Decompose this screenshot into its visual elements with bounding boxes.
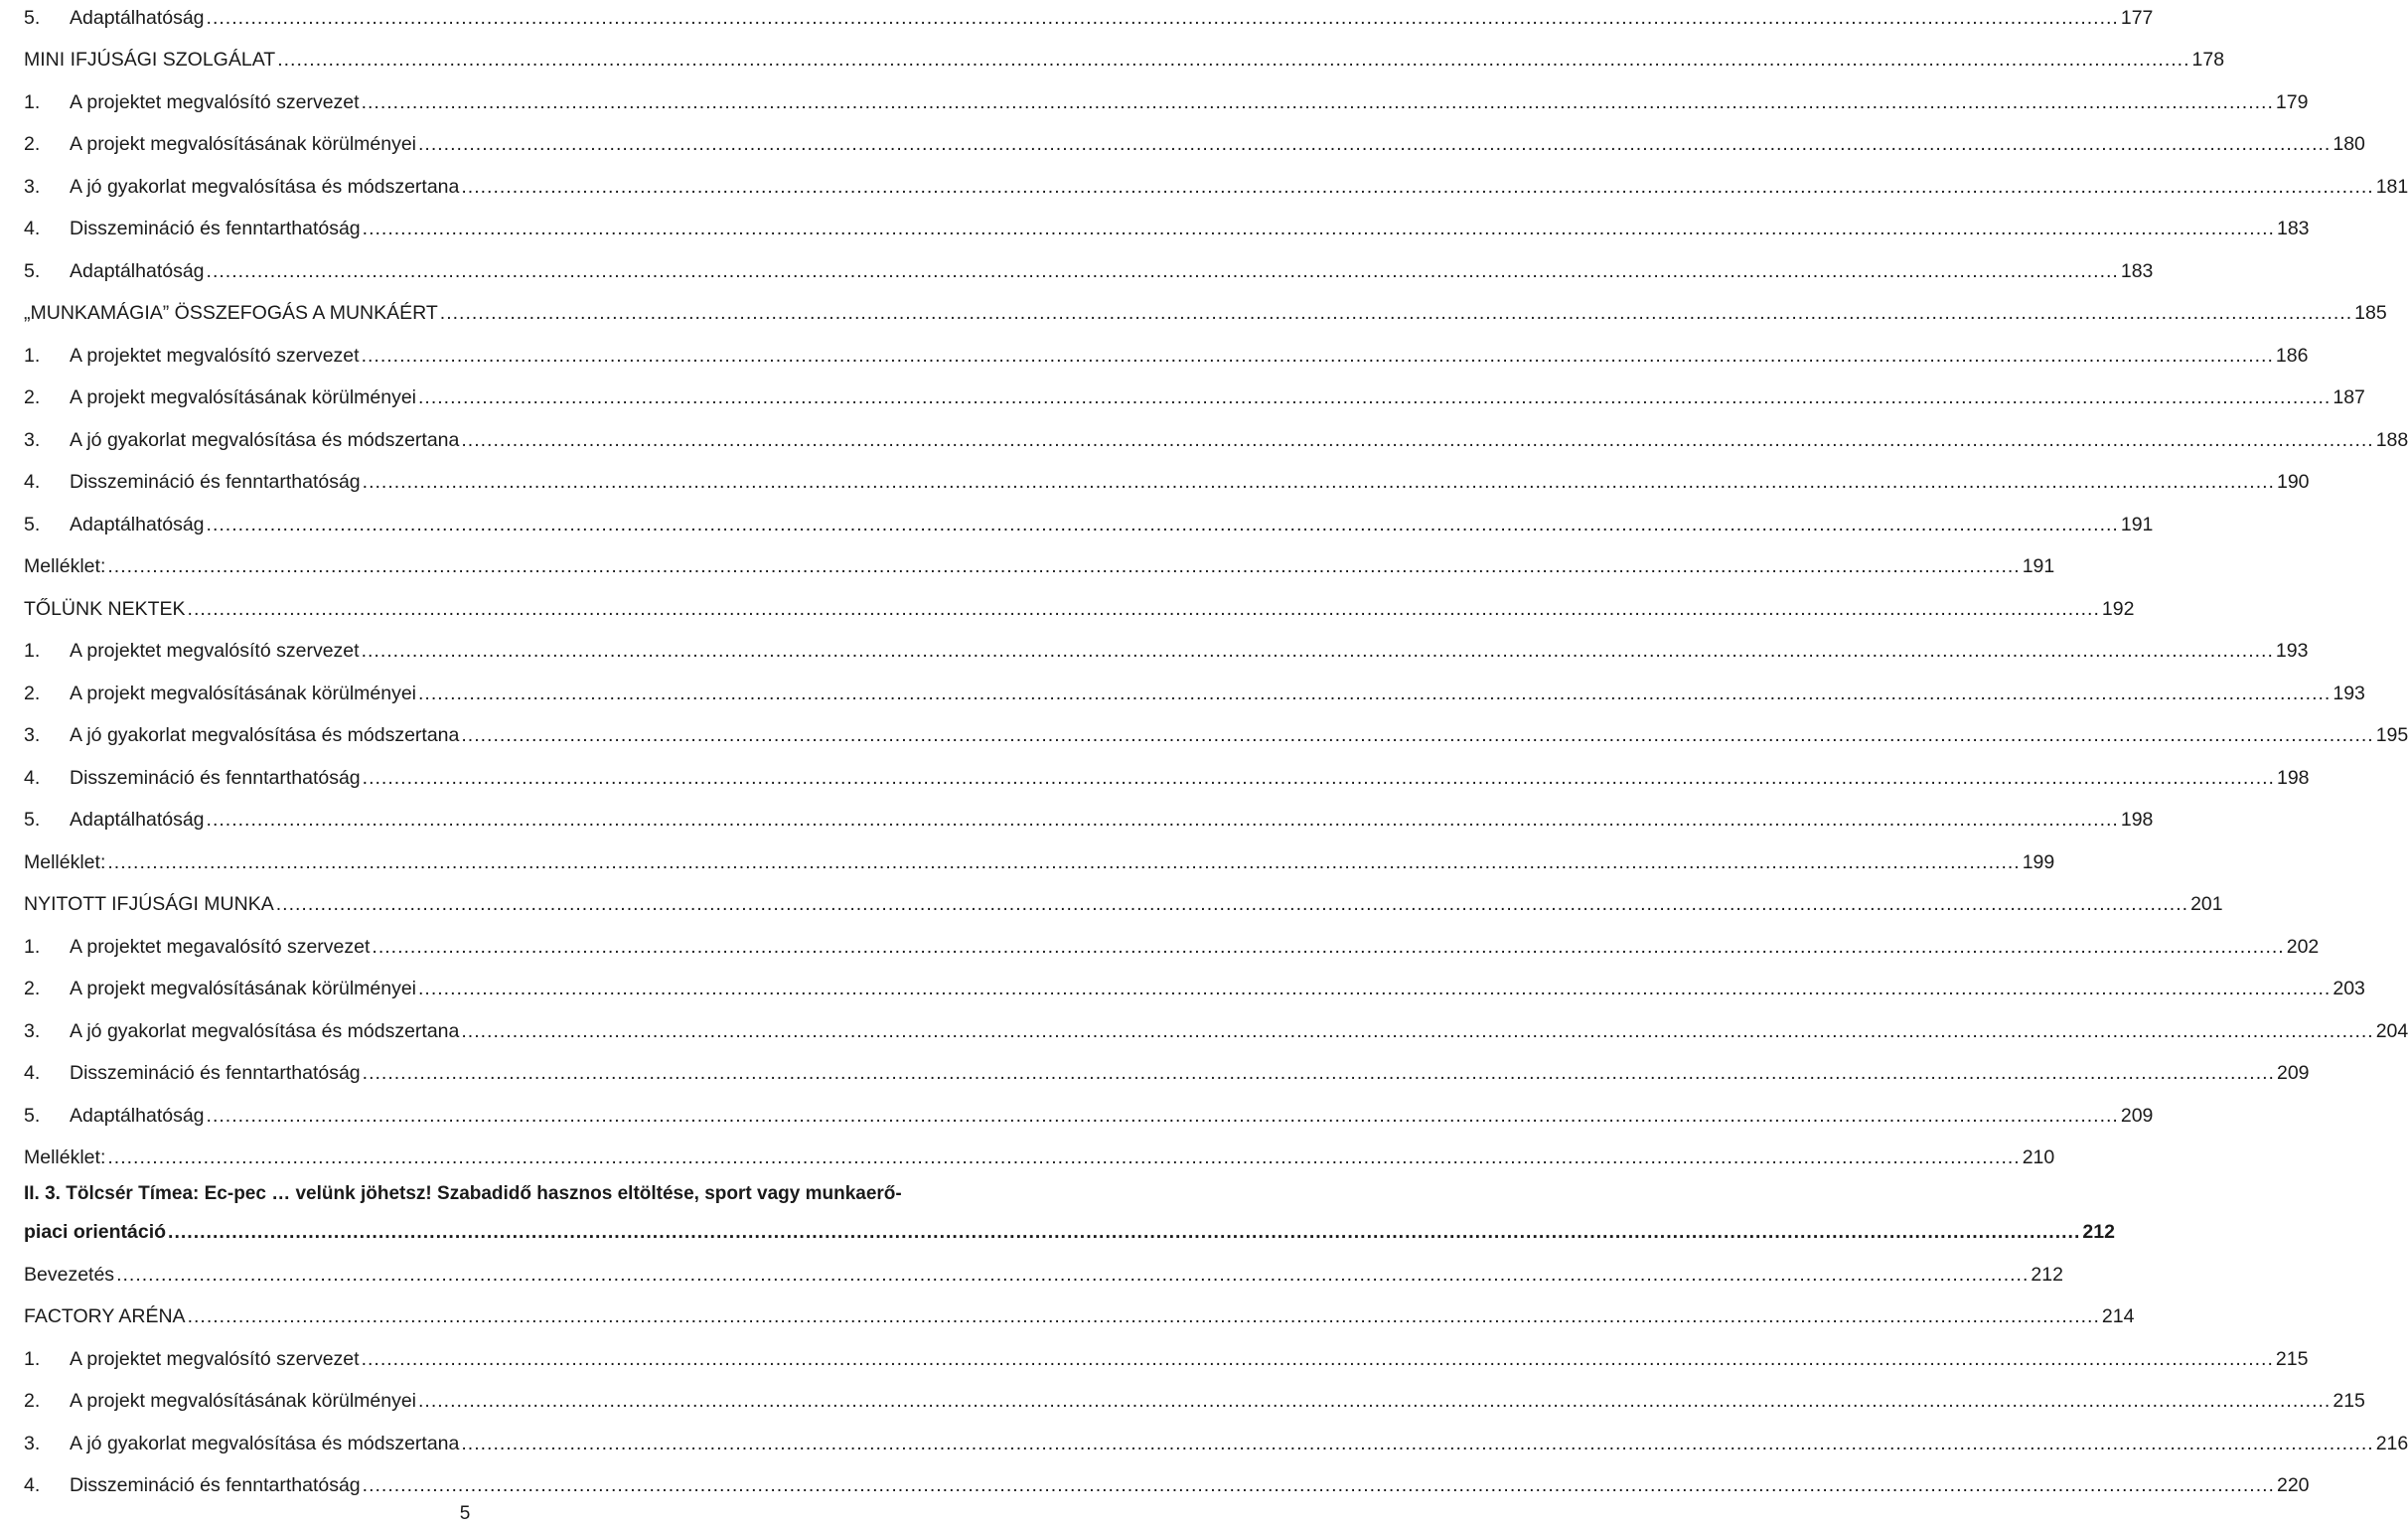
dot-leader: ............................................................................................................................................................................................................................................................................................................: [168, 1221, 2081, 1243]
toc-entry-title: Disszemináció és fenntarthatóság: [70, 471, 361, 493]
dot-leader: ............................................................................................................................................................................................................................................................................................................: [418, 1390, 2332, 1412]
toc-entry-title: A jó gyakorlat megvalósítása és módszertana: [70, 176, 460, 198]
toc-entry-title: Melléklet:: [24, 851, 106, 873]
toc-entry-title: TŐLÜNK NEKTEK: [24, 598, 186, 620]
toc-entry-number: 2.: [24, 133, 41, 155]
toc-entry-title: Adaptálhatóság: [70, 1105, 205, 1127]
toc-entry[interactable]: [24, 422, 2408, 452]
toc-entry-page: 191: [2022, 555, 2055, 577]
toc-entry[interactable]: [24, 676, 2365, 705]
dot-leader: ............................................................................................................................................................................................................................................................................................................: [187, 598, 2100, 620]
toc-entry-title: piaci orientáció: [24, 1221, 167, 1243]
toc-entry-number: 3.: [24, 1433, 41, 1454]
toc-entry-title: A jó gyakorlat megvalósítása és módszertana: [70, 429, 460, 451]
toc-entry-page: 190: [2276, 471, 2310, 493]
toc-entry-title: A jó gyakorlat megvalósítása és módszertana: [70, 1433, 460, 1454]
toc-entry-number: 5.: [24, 809, 41, 831]
toc-entry[interactable]: [24, 1140, 2055, 1169]
toc-entry[interactable]: [24, 1341, 2309, 1371]
toc-entry-page: 187: [2333, 386, 2365, 408]
toc-entry-number: 2.: [24, 386, 41, 408]
toc-entry-page: 215: [2275, 1348, 2309, 1370]
toc-entry[interactable]: [24, 633, 2309, 663]
toc-entry-number: 1.: [24, 91, 41, 113]
toc-entry-number: 4.: [24, 218, 41, 239]
toc-entry[interactable]: [24, 253, 2154, 283]
dot-leader: ............................................................................................................................................................................................................................................................................................................: [361, 91, 2274, 113]
page-number: 5: [459, 1503, 471, 1524]
toc-entry[interactable]: [24, 380, 2365, 409]
toc-entry-page: 183: [2276, 218, 2310, 239]
toc-entry[interactable]: [24, 0, 2154, 30]
toc-entry[interactable]: [24, 1426, 2408, 1455]
dot-leader: ............................................................................................................................................................................................................................................................................................................: [361, 1348, 2274, 1370]
toc-entry[interactable]: [24, 1214, 2115, 1244]
dot-leader: ............................................................................................................................................................................................................................................................................................................: [372, 936, 2285, 958]
toc-entry-number: 3.: [24, 1020, 41, 1042]
dot-leader: ............................................................................................................................................................................................................................................................................................................: [206, 809, 2119, 831]
toc-entry[interactable]: [24, 886, 2223, 916]
toc-entry-number: 3.: [24, 724, 41, 746]
toc-entry-page: 214: [2101, 1305, 2135, 1327]
dot-leader: ............................................................................................................................................................................................................................................................................................................: [277, 49, 2190, 71]
dot-leader: ............................................................................................................................................................................................................................................................................................................: [206, 7, 2119, 29]
toc-entry-title: Adaptálhatóság: [70, 514, 205, 535]
dot-leader: ............................................................................................................................................................................................................................................................................................................: [461, 429, 2374, 451]
dot-leader: ............................................................................................................................................................................................................................................................................................................: [116, 1264, 2030, 1286]
toc-entry-title: „MUNKAMÁGIA” ÖSSZEFOGÁS A MUNKÁÉRT: [24, 302, 438, 324]
toc-entry[interactable]: [24, 464, 2310, 494]
dot-leader: ............................................................................................................................................................................................................................................................................................................: [107, 1146, 2021, 1168]
toc-entry-number: 5.: [24, 1105, 41, 1127]
toc-entry-page: 191: [2120, 514, 2154, 535]
dot-leader: ............................................................................................................................................................................................................................................................................................................: [107, 555, 2021, 577]
toc-entry-title: A projekt megvalósításának körülményei: [70, 978, 417, 999]
toc-entry-page: 181: [2375, 176, 2408, 198]
toc-entry[interactable]: [24, 211, 2310, 240]
toc-entry[interactable]: [24, 1013, 2408, 1043]
toc-entry-number: 3.: [24, 176, 41, 198]
toc-entry-title: A jó gyakorlat megvalósítása és módszertana: [70, 724, 460, 746]
toc-entry-page: 195: [2375, 724, 2408, 746]
toc-entry[interactable]: [24, 802, 2154, 832]
toc-entry[interactable]: [24, 1383, 2365, 1413]
toc-entry-page: 185: [2354, 302, 2387, 324]
toc-entry-page: 212: [2082, 1221, 2115, 1243]
toc-entry[interactable]: [24, 717, 2408, 747]
toc-entry-title: A projekt megvalósításának körülményei: [70, 1390, 417, 1412]
toc-entry[interactable]: [24, 169, 2408, 199]
dot-leader: ............................................................................................................................................................................................................................................................................................................: [361, 345, 2274, 367]
toc-entry-title: A projekt megvalósításának körülményei: [70, 133, 417, 155]
toc-entry-page: 179: [2275, 91, 2309, 113]
toc-entry-number: 5.: [24, 7, 41, 29]
dot-leader: ............................................................................................................................................................................................................................................................................................................: [361, 640, 2274, 662]
toc-entry-number: 2.: [24, 1390, 41, 1412]
toc-entry-title: A jó gyakorlat megvalósítása és módszertana: [70, 1020, 460, 1042]
toc-entry-number: 1.: [24, 1348, 41, 1370]
toc-entry-title: A projektet megvalósító szervezet: [70, 91, 360, 113]
toc-entry-page: 188: [2375, 429, 2408, 451]
toc-entry-page: 192: [2101, 598, 2135, 620]
dot-leader: ............................................................................................................................................................................................................................................................................................................: [418, 683, 2332, 704]
toc-entry-page: 177: [2120, 7, 2154, 29]
toc-entry[interactable]: [24, 1055, 2310, 1085]
toc-entry[interactable]: [24, 1467, 2310, 1497]
dot-leader: ............................................................................................................................................................................................................................................................................................................: [206, 260, 2119, 282]
dot-leader: ............................................................................................................................................................................................................................................................................................................: [439, 302, 2353, 324]
toc-entry-page: 193: [2333, 683, 2365, 704]
toc-entry-page: 220: [2276, 1474, 2310, 1496]
toc-entry[interactable]: [24, 338, 2309, 368]
toc-entry-page: 193: [2275, 640, 2309, 662]
toc-entry-page: 210: [2022, 1146, 2055, 1168]
dot-leader: ............................................................................................................................................................................................................................................................................................................: [206, 1105, 2119, 1127]
toc-entry-title: A projektet megvalósító szervezet: [70, 640, 360, 662]
toc-entry-number: 4.: [24, 767, 41, 789]
toc-entry-title: MINI IFJÚSÁGI SZOLGÁLAT: [24, 49, 276, 71]
toc-entry-page: 209: [2120, 1105, 2154, 1127]
toc-entry-page: 180: [2333, 133, 2365, 155]
toc-entry-number: 3.: [24, 429, 41, 451]
dot-leader: ............................................................................................................................................................................................................................................................................................................: [418, 978, 2332, 999]
toc-entry-number: 1.: [24, 345, 41, 367]
toc-entry-number: 4.: [24, 1062, 41, 1084]
dot-leader: ............................................................................................................................................................................................................................................................................................................: [461, 1020, 2374, 1042]
toc-entry-number: 4.: [24, 1474, 41, 1496]
chapter-heading: II. 3. Tölcsér Tímea: Ec-pec … velünk jöhetsz! Szabadidő hasznos eltöltése, sport vagy munkaerő-: [24, 1183, 902, 1204]
toc-entry-title: Adaptálhatóság: [70, 7, 205, 29]
dot-leader: ............................................................................................................................................................................................................................................................................................................: [362, 1474, 2275, 1496]
toc-entry-title: A projekt megvalósításának körülményei: [70, 386, 417, 408]
toc-entry-number: 5.: [24, 514, 41, 535]
toc-entry-page: 215: [2333, 1390, 2365, 1412]
toc-entry[interactable]: [24, 42, 2225, 72]
toc-entry[interactable]: [24, 591, 2135, 621]
toc-entry[interactable]: [24, 295, 2387, 325]
toc-entry-page: 186: [2275, 345, 2309, 367]
toc-entry-title: Bevezetés: [24, 1264, 115, 1286]
toc-entry-page: 198: [2276, 767, 2310, 789]
toc-entry-page: 198: [2120, 809, 2154, 831]
toc-entry-title: Disszemináció és fenntarthatóság: [70, 767, 361, 789]
dot-leader: ............................................................................................................................................................................................................................................................................................................: [187, 1305, 2100, 1327]
toc-entry-number: 1.: [24, 936, 41, 958]
toc-entry-page: 212: [2031, 1264, 2063, 1286]
toc-entry-page: 209: [2276, 1062, 2310, 1084]
toc-entry-number: 5.: [24, 260, 41, 282]
toc-entry-page: 178: [2191, 49, 2225, 71]
toc-entry-title: A projektet megavalósító szervezet: [70, 936, 371, 958]
toc-entry[interactable]: [24, 1257, 2063, 1287]
toc-entry-number: 1.: [24, 640, 41, 662]
toc-entry-title: A projektet megvalósító szervezet: [70, 1348, 360, 1370]
toc-entry-page: 202: [2286, 936, 2320, 958]
toc-entry[interactable]: [24, 126, 2365, 156]
toc-entry-title: A projekt megvalósításának körülményei: [70, 683, 417, 704]
dot-leader: ............................................................................................................................................................................................................................................................................................................: [461, 176, 2374, 198]
toc-entry-title: A projektet megvalósító szervezet: [70, 345, 360, 367]
dot-leader: ............................................................................................................................................................................................................................................................................................................: [107, 851, 2021, 873]
toc-entry[interactable]: [24, 507, 2154, 536]
toc-entry-title: NYITOTT IFJÚSÁGI MUNKA: [24, 893, 274, 915]
toc-entry-title: FACTORY ARÉNA: [24, 1305, 186, 1327]
toc-entry-page: 216: [2375, 1433, 2408, 1454]
toc-entry-page: 203: [2333, 978, 2365, 999]
toc-entry-page: 201: [2190, 893, 2223, 915]
dot-leader: ............................................................................................................................................................................................................................................................................................................: [418, 386, 2332, 408]
toc-entry[interactable]: [24, 84, 2309, 114]
toc-entry-title: Adaptálhatóság: [70, 260, 205, 282]
dot-leader: ............................................................................................................................................................................................................................................................................................................: [418, 133, 2332, 155]
dot-leader: ............................................................................................................................................................................................................................................................................................................: [206, 514, 2119, 535]
toc-entry[interactable]: [24, 844, 2055, 874]
toc-entry[interactable]: [24, 1298, 2135, 1328]
toc-entry-title: Disszemináció és fenntarthatóság: [70, 1474, 361, 1496]
toc-entry-title: Melléklet:: [24, 555, 106, 577]
toc-entry-number: 4.: [24, 471, 41, 493]
toc-entry-title: Adaptálhatóság: [70, 809, 205, 831]
toc-entry[interactable]: [24, 760, 2310, 790]
toc-entry[interactable]: [24, 971, 2365, 1000]
toc-entry-page: 204: [2375, 1020, 2408, 1042]
dot-leader: ............................................................................................................................................................................................................................................................................................................: [362, 767, 2275, 789]
toc-entry-title: Disszemináció és fenntarthatóság: [70, 218, 361, 239]
toc-entry[interactable]: [24, 548, 2055, 578]
dot-leader: ............................................................................................................................................................................................................................................................................................................: [362, 1062, 2275, 1084]
toc-entry[interactable]: [24, 929, 2320, 959]
dot-leader: ............................................................................................................................................................................................................................................................................................................: [362, 471, 2275, 493]
toc-entry-title: Disszemináció és fenntarthatóság: [70, 1062, 361, 1084]
toc-entry-number: 2.: [24, 683, 41, 704]
dot-leader: ............................................................................................................................................................................................................................................................................................................: [461, 1433, 2374, 1454]
dot-leader: ............................................................................................................................................................................................................................................................................................................: [461, 724, 2374, 746]
dot-leader: ............................................................................................................................................................................................................................................................................................................: [362, 218, 2275, 239]
toc-entry-page: 199: [2022, 851, 2055, 873]
dot-leader: ............................................................................................................................................................................................................................................................................................................: [275, 893, 2189, 915]
toc-entry-number: 2.: [24, 978, 41, 999]
toc-entry[interactable]: [24, 1098, 2154, 1128]
toc-entry-title: Melléklet:: [24, 1146, 106, 1168]
toc-entry-page: 183: [2120, 260, 2154, 282]
